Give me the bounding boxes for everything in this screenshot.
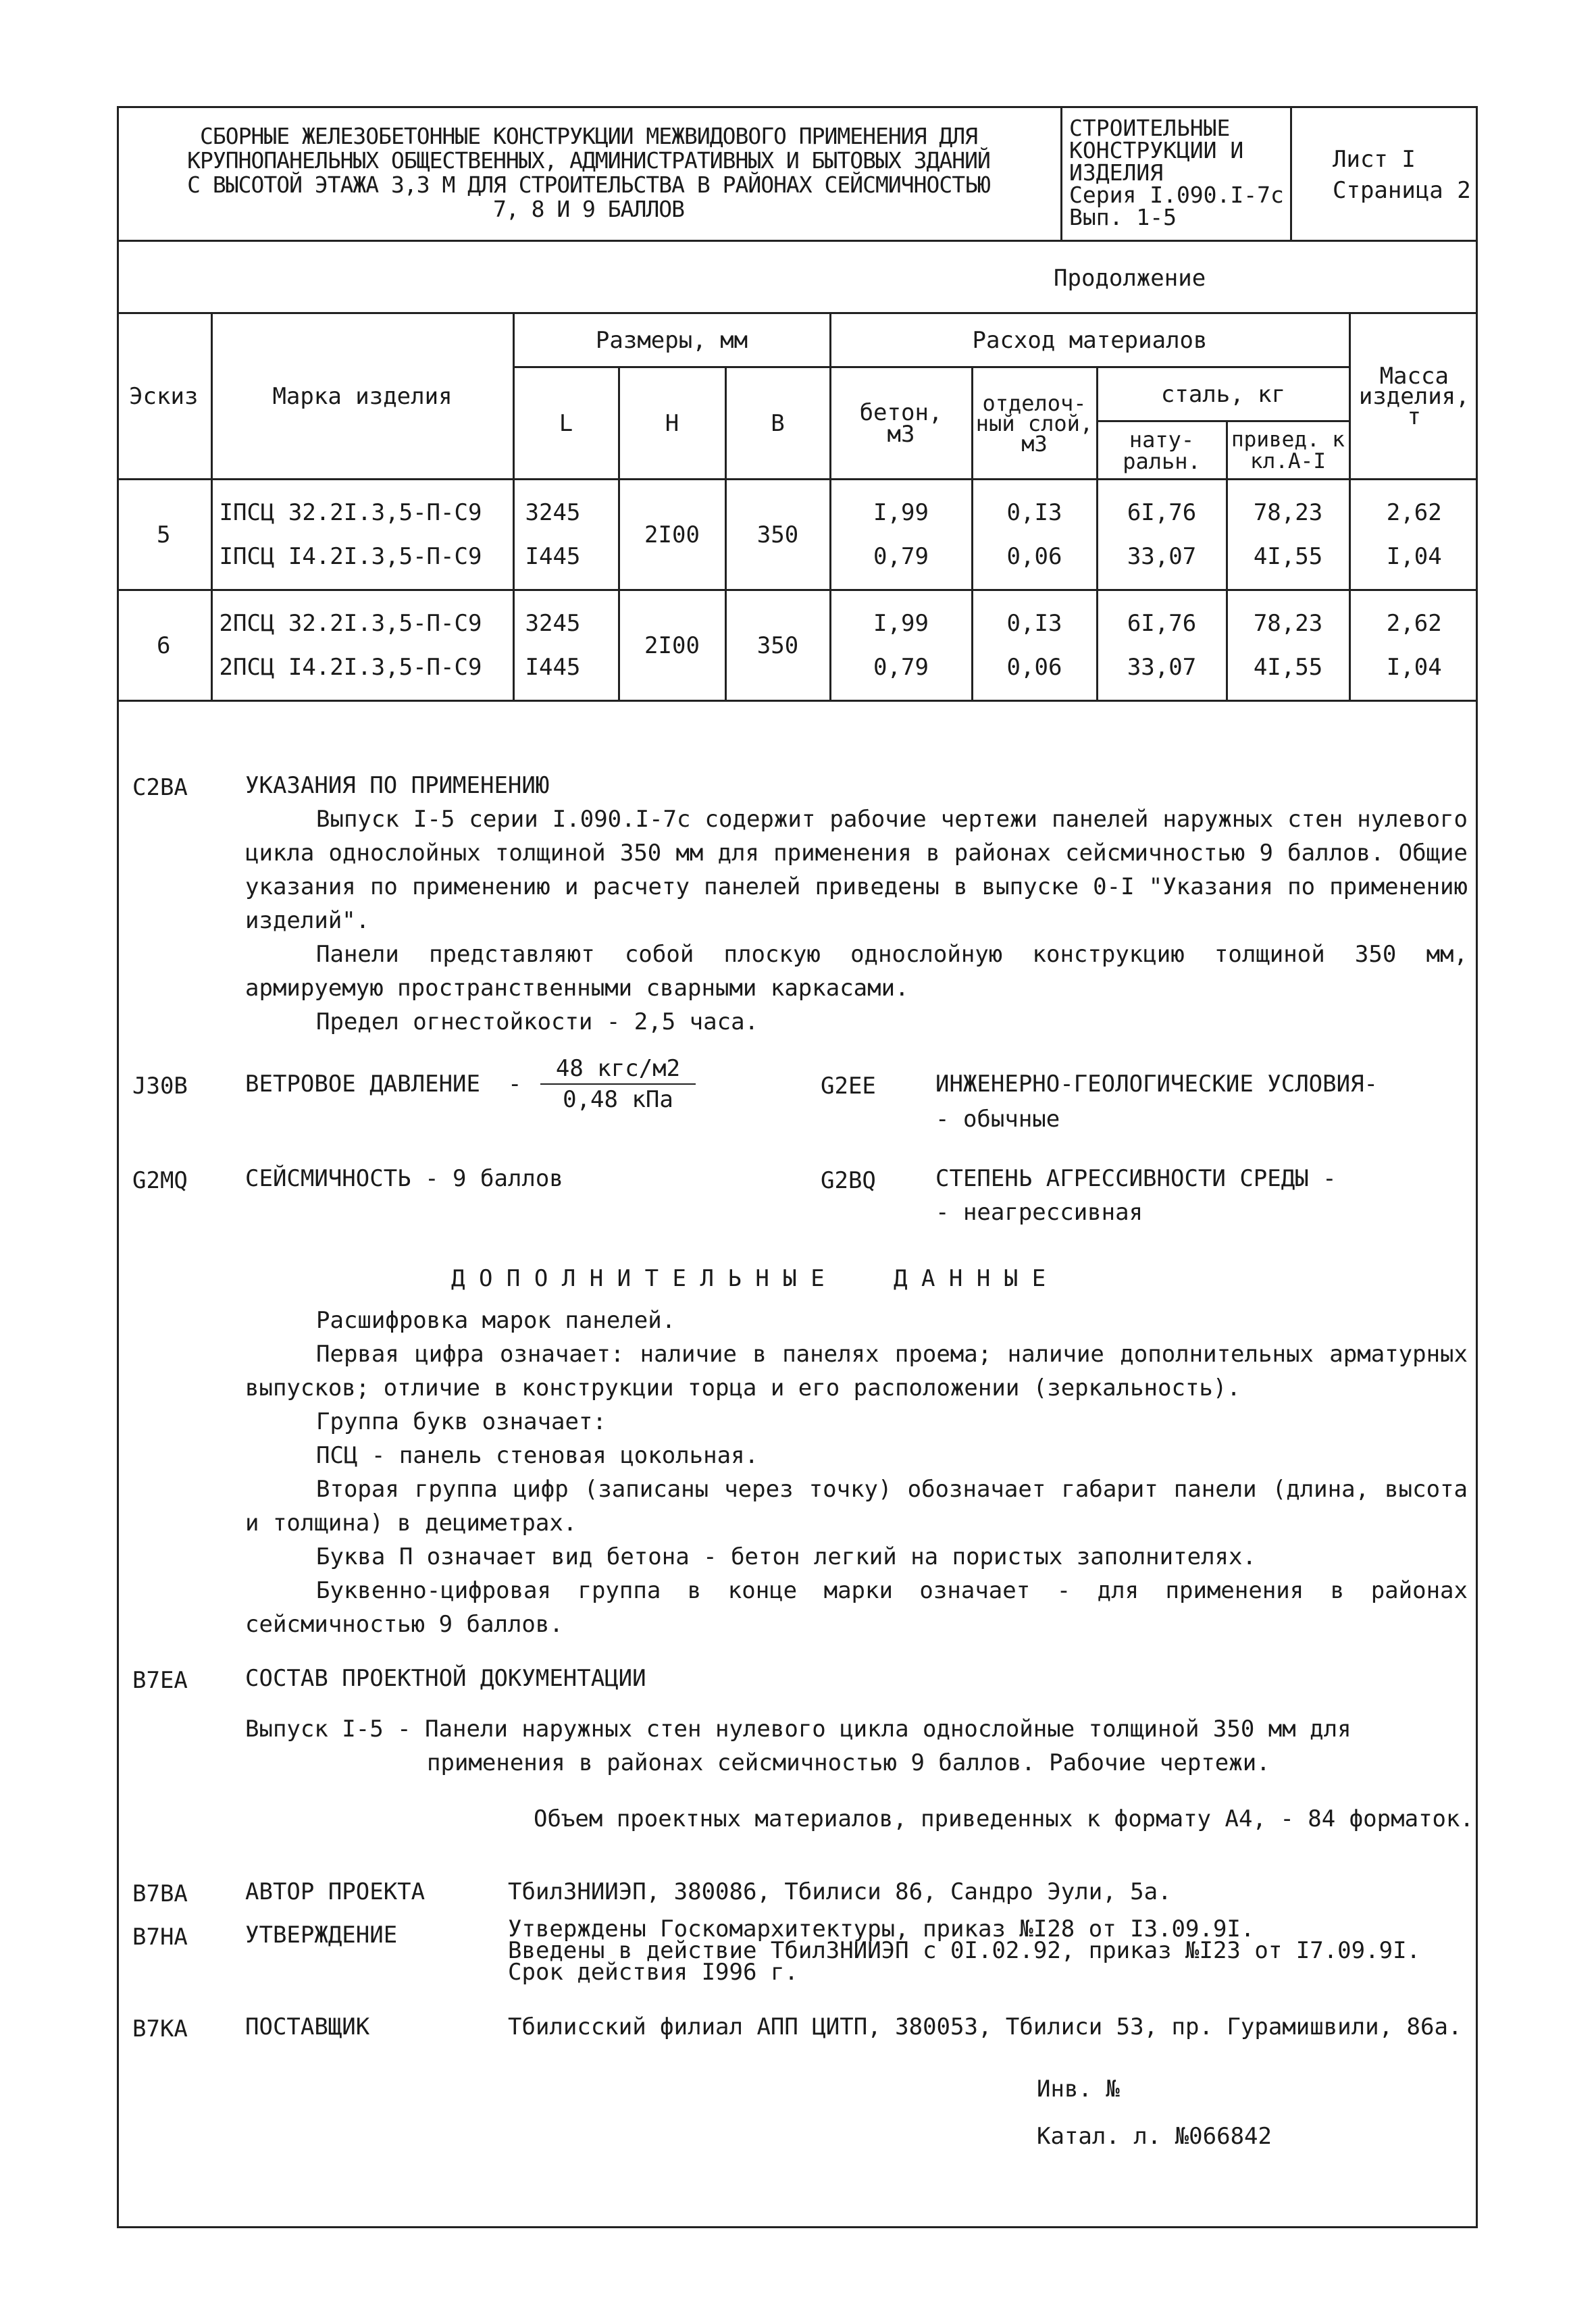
author-label: АВТОР ПРОЕКТА [245,1878,426,1905]
reduced-cell [1227,590,1349,701]
header-concrete-unit: м3 [887,420,915,448]
header-natural: нату-ральн. [1097,421,1227,480]
composition-heading: СОСТАВ ПРОЕКТНОЙ ДОКУМЕНТАЦИИ [245,1665,646,1692]
reduced-value: 4I,55 [1253,654,1323,681]
natural-value: 33,07 [1127,543,1197,570]
extra-heading: Д О П О Л Н И Т Е Л Ь Н Ы Е Д А Н Н Ы Е [451,1265,1046,1292]
natural-value: 6I,76 [1127,610,1197,637]
finish-value: 0,I3 [1006,610,1062,637]
L-value: 3245 [525,610,581,637]
H-cell: 2I00 [619,480,725,590]
L-value: I445 [525,654,581,681]
mass-cell [1349,590,1478,701]
geo-line: ИНЖЕНЕРНО-ГЕОЛОГИЧЕСКИЕ УСЛОВИЯ- [935,1071,1379,1098]
extra-paragraph: Вторая группа цифр (записаны через точку) обозначает габарит панели (длина, высота и толщина) в дециметрах. [245,1476,1468,1537]
wind-code: J30B [132,1073,188,1100]
mark-value: 2ПСЦ I4.2I.3,5-П-С9 [219,654,482,681]
series-number: Серия I.090.I-7с [1069,182,1284,208]
finish-value: 0,06 [1006,543,1062,570]
catalog-number: Катал. л. №066842 [1037,2123,1272,2150]
approval-line: Введены в действие ТбилЗНИИЭП с 0I.02.92, приказ №I23 от I7.09.9I. [508,1937,1421,1964]
issue-number: Вып. 1-5 [1069,204,1177,230]
B-cell: 350 [725,480,830,590]
L-cell [513,480,619,590]
natural-value: 6I,76 [1127,499,1197,526]
title-line: СБОРНЫЕ ЖЕЛЕЗОБЕТОННЫЕ КОНСТРУКЦИИ МЕЖВИДОВОГО ПРИМЕНЕНИЯ ДЛЯ [200,123,977,149]
concrete-cell [830,590,972,701]
seismic-label: СЕЙСМИЧНОСТЬ - 9 баллов [245,1165,563,1192]
finish-cell [972,590,1097,701]
reduced-cell [1227,480,1349,590]
header-steel: сталь, кг [1097,367,1349,421]
reduced-value: 78,23 [1253,610,1323,637]
H-cell: 2I00 [619,590,725,701]
mark-value: 2ПСЦ 32.2I.3,5-П-С9 [219,610,482,637]
concrete-cell [830,480,972,590]
table-row [117,480,1478,590]
concrete-value: 0,79 [873,654,929,681]
header-mass [1349,313,1478,480]
usage-paragraph: Предел огнестойкости - 2,5 часа. [316,1008,759,1035]
reduced-value: 4I,55 [1253,543,1323,570]
header-finish-unit: м3 [1021,430,1048,457]
L-cell [513,590,619,701]
author-value: ТбилЗНИИЭП, 380086, Тбилиси 86, Сандро Эули, 5а. [508,1878,1172,1905]
header-mass-unit: т [1407,403,1421,430]
continuation-label: Продолжение [1054,265,1206,292]
finish-cell [972,480,1097,590]
mark-cell [211,590,513,701]
approval-code: B7HA [132,1924,188,1951]
author-code: B7BA [132,1880,188,1907]
sheet-number: Лист I [1333,146,1416,173]
usage-paragraph: Выпуск I-5 серии I.090.I-7с содержит рабочие чертежи панелей наружных стен нулевого цикла однослойных толщиной 350 мм для применения в районах сейсмичностью 9 баллов. Общие указания по применению и расчету панелей приведены в выпуске 0-I "Указания по применению изделий". [245,806,1468,934]
usage-paragraph: Панели представляют собой плоскую однослойную конструкцию толщиной 350 мм, армируемую пространственными сварными каркасами. [245,941,1468,1002]
header-mass-label: Масса изделия, [1358,362,1470,410]
natural-value: 33,07 [1127,654,1197,681]
reduced-value: 78,23 [1253,499,1323,526]
finish-value: 0,06 [1006,654,1062,681]
series-line: ИЗДЕЛИЯ [1069,159,1164,186]
approval-line: Срок действия I996 г. [508,1959,798,1986]
title-line: 7, 8 И 9 БАЛЛОВ [492,196,684,222]
L-value: I445 [525,543,581,570]
geo-line: - обычные [935,1106,1060,1133]
series-line: КОНСТРУКЦИИ И [1069,137,1244,163]
mark-value: IПСЦ I4.2I.3,5-П-С9 [219,543,482,570]
mark-value: IПСЦ 32.2I.3,5-П-С9 [219,499,482,526]
composition-volume: Объем проектных материалов, приведенных к формату А4, - 84 форматок. [534,1805,1474,1832]
approval-value [508,1916,1421,1986]
L-value: 3245 [525,499,581,526]
extra-line: Расшифровка марок панелей. [316,1307,676,1334]
mark-cell [211,480,513,590]
header-sketch: Эскиз [117,313,211,480]
mass-cell [1349,480,1478,590]
sketch-cell: 6 [117,590,211,701]
extra-line: ПСЦ - панель стеновая цокольная. [316,1442,759,1469]
header-concrete-label: бетон, [859,398,943,426]
inventory-number: Инв. № [1037,2076,1120,2103]
natural-cell [1097,590,1227,701]
aggressiveness-code: G2BQ [821,1167,876,1194]
title-line: КРУПНОПАНЕЛЬНЫХ ОБЩЕСТВЕННЫХ, АДМИНИСТРАТИВНЫХ И БЫТОВЫХ ЗДАНИЙ [187,147,990,174]
page-number: Страница 2 [1333,177,1471,204]
header-L: L [513,367,619,480]
natural-cell [1097,480,1227,590]
wind-fraction [540,1054,696,1114]
header-finish [972,367,1097,480]
header-concrete [830,367,972,480]
extra-line: Группа букв означает: [316,1408,607,1435]
document-title [117,106,1062,240]
geo-code: G2EE [821,1073,876,1100]
header-reduced: привед. к кл.А-I [1227,421,1349,480]
mass-value: 2,62 [1386,499,1442,526]
aggressiveness-line: СТЕПЕНЬ АГРЕССИВНОСТИ СРЕДЫ - [935,1165,1337,1192]
supplier-value: Тбилисский филиал АПП ЦИТП, 380053, Тбилиси 53, пр. Гурамишвили, 86а. [508,2013,1462,2040]
concrete-value: 0,79 [873,543,929,570]
header-dims: Размеры, мм [513,313,830,367]
header-mark: Марка изделия [211,313,513,480]
series-info [1062,106,1292,240]
extra-paragraph: Первая цифра означает: наличие в панелях проема; наличие дополнительных арматурных выпусков; отличие в конструкции торца и его расположении (зеркальность). [245,1341,1468,1402]
mass-value: I,04 [1386,543,1442,570]
approval-line: Утверждены Госкомархитектуры, приказ №I28 от I3.09.9I. [508,1916,1255,1943]
mass-value: I,04 [1386,654,1442,681]
aggressiveness-line: - неагрессивная [935,1199,1143,1226]
concrete-value: I,99 [873,610,929,637]
concrete-value: I,99 [873,499,929,526]
header-divider [117,240,1478,242]
extra-paragraph: Буквенно-цифровая группа в конце марки означает - для применения в районах сейсмичностью 9 баллов. [245,1577,1468,1638]
usage-heading: УКАЗАНИЯ ПО ПРИМЕНЕНИЮ [245,772,550,799]
composition-line: Выпуск I-5 - Панели наружных стен нулевого цикла однослойные толщиной 350 мм для [245,1716,1352,1743]
composition-line: применения в районах сейсмичностью 9 баллов. Рабочие чертежи. [427,1749,1270,1776]
supplier-code: B7KA [132,2015,188,2042]
finish-value: 0,I3 [1006,499,1062,526]
seismic-code: G2MQ [132,1167,188,1194]
table-row [117,590,1478,701]
wind-denominator: 0,48 кПа [563,1086,673,1113]
usage-code: C2BA [132,774,188,801]
series-line: СТРОИТЕЛЬНЫЕ [1069,115,1231,141]
wind-dash: - [508,1071,522,1098]
supplier-label: ПОСТАВЩИК [245,2013,370,2040]
header-finish-label: отделоч-ный слой, [975,390,1093,436]
header-materials: Расход материалов [830,313,1349,367]
wind-numerator: 48 кгс/м2 [540,1054,696,1085]
sheet-info [1292,106,1478,240]
composition-code: B7EA [132,1667,188,1694]
header-H: H [619,367,725,480]
wind-label: ВЕТРОВОЕ ДАВЛЕНИЕ [245,1071,480,1098]
spec-table [117,312,1478,702]
mass-value: 2,62 [1386,610,1442,637]
title-line: С ВЫСОТОЙ ЭТАЖА 3,3 М ДЛЯ СТРОИТЕЛЬСТВА В РАЙОНАХ СЕЙСМИЧНОСТЬЮ [187,172,990,198]
sketch-cell: 5 [117,480,211,590]
extra-line: Буква П означает вид бетона - бетон легкий на пористых заполнителях. [316,1543,1256,1570]
B-cell: 350 [725,590,830,701]
approval-label: УТВЕРЖДЕНИЕ [245,1922,398,1949]
header-B: B [725,367,830,480]
